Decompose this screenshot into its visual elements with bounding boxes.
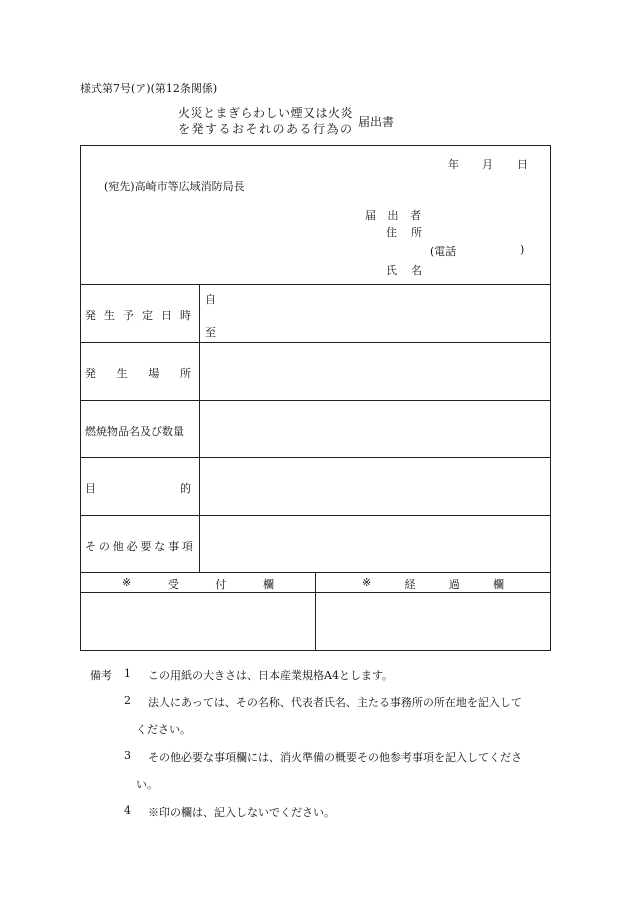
date-month: 月 <box>482 158 493 171</box>
notes-heading: 備考 <box>90 669 112 682</box>
note-text: この用紙の大きさは、日本産業規格A4とします。 <box>148 669 394 682</box>
row-location-label: 発 生 場 所 <box>85 367 191 380</box>
name-label: 氏 名 <box>386 264 422 277</box>
form-number: 様式第7号(ア)(第12条関係) <box>80 82 218 95</box>
date-year: 年 <box>448 158 459 171</box>
addressee: (宛先)高崎市等広域消防局長 <box>104 180 245 193</box>
phone-close: ) <box>520 243 525 256</box>
datetime-to: 至 <box>205 326 216 339</box>
date-day: 日 <box>517 158 528 171</box>
note-text-continued: い。 <box>136 778 158 791</box>
row-scheduled-datetime-label: 発 生 予 定 日 時 <box>85 309 191 322</box>
row-other-label: そ の 他 必 要 な 事 項 <box>85 540 193 553</box>
reception-column-header: ※ 受 付 欄 <box>122 576 274 591</box>
notifier-label: 届 出 者 <box>365 209 421 222</box>
datetime-from: 自 <box>205 293 216 306</box>
note-text: その他必要な事項欄には、消火準備の概要その他参考事項を記入してくださ <box>148 751 522 764</box>
note-number: 2 <box>124 694 131 707</box>
phone-label: (電話 <box>430 245 457 258</box>
row-purpose-label: 目 的 <box>85 482 191 495</box>
title-line-1: 火災とまぎらわしい煙又は火炎 <box>178 106 354 120</box>
note-text-continued: ください。 <box>136 723 191 736</box>
title-suffix: 届出書 <box>358 115 395 129</box>
note-number: 4 <box>124 804 131 817</box>
note-text: 法人にあっては、その名称、代表者氏名、主たる事務所の所在地を記入して <box>148 696 522 709</box>
note-number: 1 <box>124 667 131 680</box>
address-label: 住 所 <box>386 226 422 239</box>
note-number: 3 <box>124 749 131 762</box>
row-combustibles-label: 燃焼物品名及び数量 <box>85 425 184 438</box>
note-text: ※印の欄は、記入しないでください。 <box>148 806 335 819</box>
progress-column-header: ※ 経 過 欄 <box>362 576 504 591</box>
title-line-2: を発するおそれのある行為の <box>178 122 354 136</box>
